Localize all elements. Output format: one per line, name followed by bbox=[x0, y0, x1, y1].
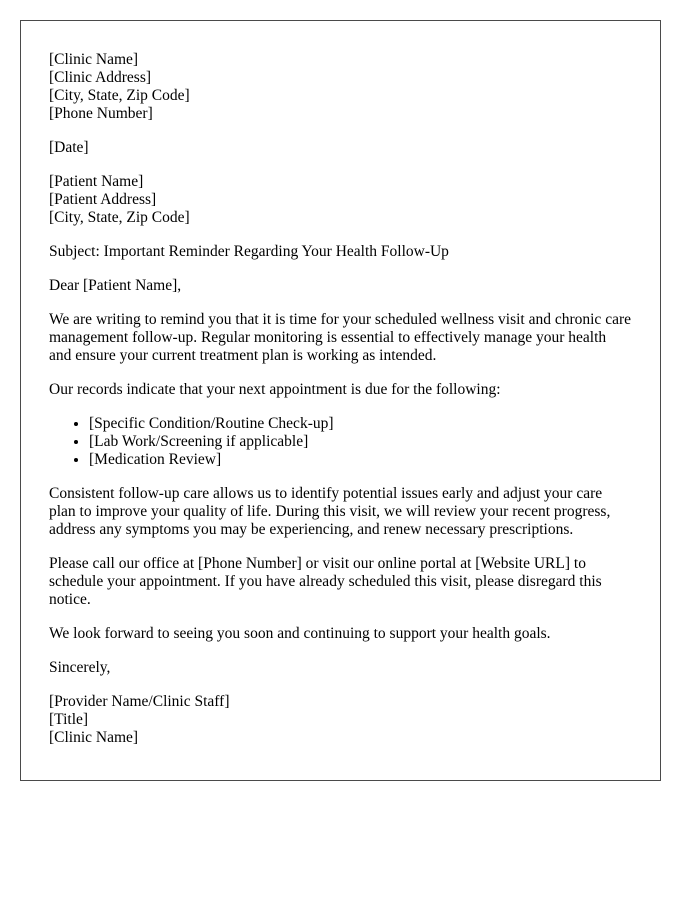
signoff: Sincerely, bbox=[49, 659, 111, 676]
sender-address-block bbox=[49, 51, 632, 123]
consistent-care-paragraph: Consistent follow-up care allows us to identify potential issues early and adjust your care plan to improve your quality of life. During this visit, we will review your recent progress, address any symptoms you may be experiencing, and renew necessary prescriptions. bbox=[49, 485, 611, 538]
appointment-items-list bbox=[49, 415, 632, 469]
sender-city-state-zip: [City, State, Zip Code] bbox=[49, 87, 190, 104]
signature-clinic-name: [Clinic Name] bbox=[49, 729, 139, 746]
records-paragraph: Our records indicate that your next appointment is due for the following: bbox=[49, 381, 501, 398]
list-item: • [Specific Condition/Routine Check-up] bbox=[89, 415, 632, 433]
signature-title: [Title] bbox=[49, 711, 89, 728]
subject-line: Subject: Important Reminder Regarding Your Health Follow-Up bbox=[49, 243, 449, 260]
recipient-patient-name: [Patient Name] bbox=[49, 173, 144, 190]
recipient-address-block bbox=[49, 173, 632, 227]
salutation: Dear [Patient Name], bbox=[49, 277, 182, 294]
sender-phone-number: [Phone Number] bbox=[49, 105, 153, 122]
list-item: • [Lab Work/Screening if applicable] bbox=[89, 433, 632, 451]
recipient-patient-address: [Patient Address] bbox=[49, 191, 157, 208]
signature-provider-name: [Provider Name/Clinic Staff] bbox=[49, 693, 230, 710]
letter-date: [Date] bbox=[49, 139, 89, 156]
call-to-action-paragraph: Please call our office at [Phone Number] or visit our online portal at [Website URL] to schedule your appointment. If you have already scheduled this visit, please disregard this notice. bbox=[49, 555, 602, 608]
intro-paragraph: We are writing to remind you that it is time for your scheduled wellness visit and chronic care management follow-up. Regular monitoring is essential to effectively manage your health and ensure your current treatment plan is working as intended. bbox=[49, 311, 631, 364]
letter-document bbox=[20, 20, 661, 781]
recipient-city-state-zip: [City, State, Zip Code] bbox=[49, 209, 190, 226]
list-item: • [Medication Review] bbox=[89, 451, 632, 469]
sender-clinic-address: [Clinic Address] bbox=[49, 69, 152, 86]
closing-paragraph: We look forward to seeing you soon and continuing to support your health goals. bbox=[49, 625, 551, 642]
signature-block bbox=[49, 693, 632, 747]
date-block bbox=[49, 139, 632, 157]
sender-clinic-name: [Clinic Name] bbox=[49, 51, 139, 68]
